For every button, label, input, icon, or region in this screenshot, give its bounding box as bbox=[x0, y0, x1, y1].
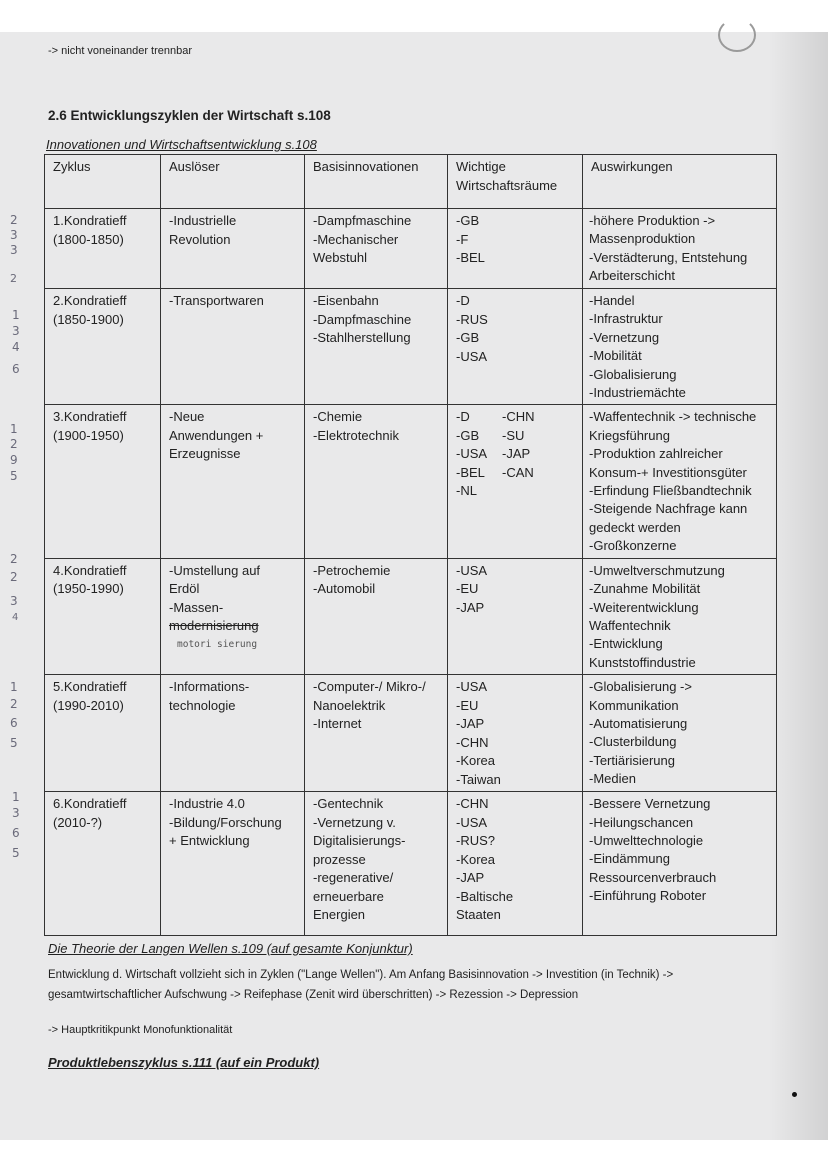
cell-line: -Tertiärisierung bbox=[589, 752, 675, 768]
cell-line: -Entwicklung bbox=[589, 636, 663, 652]
country: -CHN bbox=[502, 409, 535, 425]
cell-line: -CHN bbox=[456, 734, 489, 750]
cell-basis bbox=[305, 405, 448, 558]
cell-line: -Transportwaren bbox=[169, 293, 264, 308]
table-row bbox=[45, 558, 777, 674]
cell-line: Revolution bbox=[169, 231, 231, 247]
header-zyklus: Zyklus bbox=[45, 155, 161, 209]
section2-text-line: gesamtwirtschaftlicher Aufschwung -> Reifephase (Zenit wird überschritten) -> Rezession -> Depression bbox=[48, 989, 579, 1001]
table-row bbox=[45, 675, 777, 792]
cell-line: -Infrastruktur bbox=[589, 311, 663, 327]
margin-note: 1 bbox=[12, 308, 20, 322]
cell-basis bbox=[305, 209, 448, 289]
header-note: -> nicht voneinander trennbar bbox=[48, 45, 193, 57]
header-ausloeser: Auslöser bbox=[161, 155, 305, 209]
margin-note: 2 bbox=[10, 213, 18, 227]
cell-auswirkungen bbox=[583, 209, 777, 289]
cell-line: -JAP bbox=[456, 716, 485, 732]
cell-line: -Dampfmaschine bbox=[313, 311, 412, 327]
table-header-row bbox=[45, 155, 777, 209]
cell-ausloeser bbox=[161, 405, 305, 558]
cell-line: 4.Kondratieff bbox=[53, 562, 127, 578]
country: -NL bbox=[456, 483, 477, 499]
cell-line: -RUS? bbox=[456, 833, 496, 849]
cell-zyklus bbox=[45, 675, 161, 792]
section3-title: Produktlebenszyklus s.111 (auf ein Produkt) bbox=[48, 1055, 320, 1070]
margin-note: 6 bbox=[12, 826, 20, 840]
cell-line: -Bessere Vernetzung bbox=[589, 796, 711, 812]
cell-line: -Umwelttechnologie bbox=[589, 832, 704, 848]
cell-line: Staaten bbox=[456, 907, 501, 923]
section2-text-line: Entwicklung d. Wirtschaft vollzieht sich in Zyklen ("Lange Wellen"). Am Anfang Basisinnovation -> Investition (in Technik) -> bbox=[48, 969, 674, 981]
cell-basis bbox=[305, 289, 448, 405]
cell-line: Massenproduktion bbox=[589, 231, 696, 247]
cell-auswirkungen bbox=[583, 405, 777, 558]
section2-title: Die Theorie der Langen Wellen s.109 (auf gesamte Konjunktur) bbox=[48, 941, 413, 956]
cell-line: -regenerative/ bbox=[313, 870, 394, 886]
cell-line: -CHN bbox=[456, 796, 489, 812]
cell-line: gedeckt werden bbox=[589, 519, 681, 535]
margin-note: 1 bbox=[12, 790, 20, 804]
cell-line: Kunststoffindustrie bbox=[589, 654, 696, 670]
cell-line: Erdöl bbox=[169, 581, 200, 597]
cell-raeume bbox=[448, 209, 583, 289]
cell-line: -Automobil bbox=[313, 581, 376, 597]
cell-line: Waffentechnik bbox=[589, 617, 671, 633]
cell-line: -Industrielle bbox=[169, 213, 237, 228]
cell-line: -Internet bbox=[313, 716, 362, 732]
cell-line: Konsum-+ Investitionsgüter bbox=[589, 464, 747, 480]
margin-note: 4 bbox=[12, 340, 20, 354]
cell-line: -Massen- bbox=[169, 599, 224, 615]
cell-line: -Neue bbox=[169, 409, 205, 425]
cell-zyklus bbox=[45, 209, 161, 289]
cell-line: -Mobilität bbox=[589, 348, 642, 364]
cell-line: Erzeugnisse bbox=[169, 446, 241, 462]
cell-ausloeser bbox=[161, 675, 305, 792]
cell-line: (1850-1900) bbox=[53, 311, 124, 327]
cell-line: Anwendungen + bbox=[169, 427, 264, 443]
corner-ring-mark bbox=[718, 18, 756, 52]
cell-line: -Erfindung Fließbandtechnik bbox=[589, 483, 752, 499]
cell-line: -höhere Produktion -> bbox=[589, 213, 716, 228]
cell-line: -Steigende Nachfrage kann bbox=[589, 501, 748, 517]
cell-line: -EU bbox=[456, 581, 479, 597]
cell-line: Webstuhl bbox=[313, 250, 367, 265]
margin-note: 2 bbox=[10, 437, 18, 451]
country: -SU bbox=[502, 427, 525, 443]
cell-raeume bbox=[448, 558, 583, 674]
cell-line: -Korea bbox=[456, 753, 496, 769]
kondratieff-table bbox=[44, 154, 777, 936]
header-basisinnovationen: Basisinnovationen bbox=[305, 155, 448, 209]
country-pair bbox=[456, 445, 574, 464]
margin-note: 3 bbox=[10, 594, 18, 608]
header-auswirkungen: Auswirkungen bbox=[583, 155, 777, 209]
cell-line: -Globalisierung bbox=[589, 366, 677, 382]
cell-line: -Automatisierung bbox=[589, 715, 688, 731]
cell-line: prozesse bbox=[313, 851, 366, 867]
cell-line: -Industriemächte bbox=[589, 385, 686, 401]
margin-note: 5 bbox=[10, 469, 18, 483]
margin-note: 2 bbox=[10, 552, 18, 566]
table-row bbox=[45, 289, 777, 405]
country: -CAN bbox=[502, 464, 534, 480]
cell-line: + Entwicklung bbox=[169, 833, 250, 849]
cell-line: Energien bbox=[313, 907, 366, 923]
cell-line: -Medien bbox=[589, 771, 636, 787]
cell-line: -Informations- bbox=[169, 679, 250, 695]
handwritten-correction: motori sierung bbox=[177, 638, 258, 650]
cell-line: 6.Kondratieff bbox=[53, 796, 127, 812]
cell-line: (2010-?) bbox=[53, 814, 103, 830]
cell-line: -Mechanischer bbox=[313, 231, 399, 247]
margin-note: 2 bbox=[10, 570, 18, 584]
country: -GB bbox=[456, 427, 480, 443]
cell-line: -Vernetzung v. bbox=[313, 814, 396, 830]
cell-line: -Chemie bbox=[313, 409, 363, 425]
page-shadow bbox=[768, 32, 828, 1140]
margin-note: 1 bbox=[10, 422, 18, 436]
cell-line: -D bbox=[456, 293, 470, 308]
cell-ausloeser bbox=[161, 289, 305, 405]
cell-line: -Taiwan bbox=[456, 771, 501, 787]
cell-line: 1.Kondratieff bbox=[53, 213, 127, 228]
margin-note: 2 bbox=[10, 697, 18, 711]
header-line: Wirtschaftsräume bbox=[456, 177, 558, 193]
cell-line: Arbeiterschicht bbox=[589, 268, 675, 284]
cell-basis bbox=[305, 675, 448, 792]
cell-line: -RUS bbox=[456, 311, 488, 327]
margin-note: 3 bbox=[12, 324, 20, 338]
cell-line: -Dampfmaschine bbox=[313, 213, 412, 228]
cell-line: -F bbox=[456, 231, 469, 247]
cell-line: -Verstädterung, Entstehung bbox=[589, 249, 748, 265]
margin-note: 3 bbox=[12, 806, 20, 820]
margin-note: 1 bbox=[10, 680, 18, 694]
cell-line-struck: modernisierung bbox=[169, 618, 259, 634]
country-pair bbox=[456, 427, 574, 446]
country: -JAP bbox=[502, 446, 531, 462]
cell-zyklus bbox=[45, 792, 161, 936]
cell-line: erneuerbare bbox=[313, 888, 384, 904]
cell-line: -Petrochemie bbox=[313, 562, 391, 578]
cell-line: -Clusterbildung bbox=[589, 734, 677, 750]
cell-line: -Umweltverschmutzung bbox=[589, 562, 725, 578]
cell-zyklus bbox=[45, 289, 161, 405]
cell-line: -Gentechnik bbox=[313, 796, 384, 812]
cell-line: -Stahlherstellung bbox=[313, 330, 411, 345]
header-line: Wichtige bbox=[456, 159, 506, 174]
cell-auswirkungen bbox=[583, 792, 777, 936]
cell-line: 3.Kondratieff bbox=[53, 409, 127, 425]
cell-line: -Vernetzung bbox=[589, 329, 660, 345]
table-row bbox=[45, 405, 777, 558]
country: -USA bbox=[456, 446, 488, 462]
table-subtitle: Innovationen und Wirtschaftsentwicklung s.108 bbox=[46, 137, 317, 152]
cell-line: -USA bbox=[456, 348, 488, 364]
margin-note: 5 bbox=[10, 736, 18, 750]
cell-line: Kriegsführung bbox=[589, 427, 670, 443]
cell-line: (1900-1950) bbox=[53, 427, 124, 443]
cell-raeume bbox=[448, 675, 583, 792]
cell-line: (1800-1850) bbox=[53, 231, 124, 247]
cell-line: -Computer-/ Mikro-/ bbox=[313, 679, 426, 695]
cell-line: -GB bbox=[456, 330, 480, 345]
cell-line: Kommunikation bbox=[589, 697, 679, 713]
country: -BEL bbox=[456, 464, 485, 480]
cell-line: -USA bbox=[456, 562, 488, 578]
margin-note: 3 bbox=[10, 243, 18, 257]
cell-basis bbox=[305, 792, 448, 936]
cell-line: Nanoelektrik bbox=[313, 697, 386, 713]
country-pair bbox=[456, 464, 574, 483]
cell-line: 5.Kondratieff bbox=[53, 679, 127, 695]
header-wirtschaftsraeume bbox=[448, 155, 583, 209]
cell-line: Digitalisierungs- bbox=[313, 833, 406, 849]
cell-auswirkungen bbox=[583, 289, 777, 405]
cell-line: -Handel bbox=[589, 293, 635, 308]
cell-line: technologie bbox=[169, 697, 236, 713]
cell-line: -JAP bbox=[456, 599, 485, 615]
critique-note: -> Hauptkritikpunkt Monofunktionalität bbox=[48, 1024, 233, 1036]
cell-ausloeser bbox=[161, 558, 305, 674]
cell-line: -USA bbox=[456, 679, 488, 695]
cell-line: -GB bbox=[456, 213, 480, 228]
cell-line: -Korea bbox=[456, 851, 496, 867]
margin-note: 3 bbox=[10, 228, 18, 242]
country: -D bbox=[456, 409, 470, 425]
margin-note: 4 bbox=[12, 612, 19, 623]
cell-line: -EU bbox=[456, 697, 479, 713]
margin-note: 5 bbox=[12, 846, 20, 860]
country-pair bbox=[456, 408, 574, 427]
cell-auswirkungen bbox=[583, 675, 777, 792]
cell-line: -JAP bbox=[456, 870, 485, 886]
cell-line: -Bildung/Forschung bbox=[169, 814, 282, 830]
margin-note: 6 bbox=[10, 716, 18, 730]
cell-line: Ressourcenverbrauch bbox=[589, 869, 717, 885]
cell-line: -USA bbox=[456, 814, 488, 830]
cell-line: -Heilungschancen bbox=[589, 814, 694, 830]
cell-line: -BEL bbox=[456, 250, 485, 265]
cell-auswirkungen bbox=[583, 558, 777, 674]
cell-line: -Eindämmung bbox=[589, 851, 670, 867]
cell-raeume bbox=[448, 792, 583, 936]
cell-basis bbox=[305, 558, 448, 674]
cell-line: -Weiterentwicklung bbox=[589, 599, 699, 615]
cell-line: (1950-1990) bbox=[53, 581, 124, 597]
cell-line: (1990-2010) bbox=[53, 697, 124, 713]
cell-line: -Globalisierung -> bbox=[589, 679, 692, 695]
cell-zyklus bbox=[45, 405, 161, 558]
cell-ausloeser bbox=[161, 209, 305, 289]
cell-line: -Zunahme Mobilität bbox=[589, 581, 701, 597]
cell-line: -Industrie 4.0 bbox=[169, 796, 245, 812]
country-pair bbox=[456, 482, 574, 501]
cell-line: -Produktion zahlreicher bbox=[589, 446, 723, 462]
cell-line: -Eisenbahn bbox=[313, 293, 379, 308]
margin-note: 6 bbox=[12, 362, 20, 376]
cell-line: -Einführung Roboter bbox=[589, 888, 707, 904]
cell-line: 2.Kondratieff bbox=[53, 293, 127, 308]
cell-line: -Waffentechnik -> technische bbox=[589, 409, 757, 425]
margin-note: 2 bbox=[10, 272, 17, 285]
table-row bbox=[45, 209, 777, 289]
section-title: 2.6 Entwicklungszyklen der Wirtschaft s.108 bbox=[48, 108, 331, 123]
cell-line: -Umstellung auf bbox=[169, 562, 261, 578]
margin-note: 9 bbox=[10, 453, 18, 467]
cell-line: -Baltische bbox=[456, 888, 514, 904]
cell-ausloeser bbox=[161, 792, 305, 936]
cell-line: -Großkonzerne bbox=[589, 538, 677, 554]
cell-zyklus bbox=[45, 558, 161, 674]
dot-mark bbox=[792, 1092, 797, 1097]
country bbox=[502, 482, 548, 501]
table-row bbox=[45, 792, 777, 936]
cell-raeume bbox=[448, 405, 583, 558]
cell-line: -Elektrotechnik bbox=[313, 427, 399, 443]
cell-raeume bbox=[448, 289, 583, 405]
